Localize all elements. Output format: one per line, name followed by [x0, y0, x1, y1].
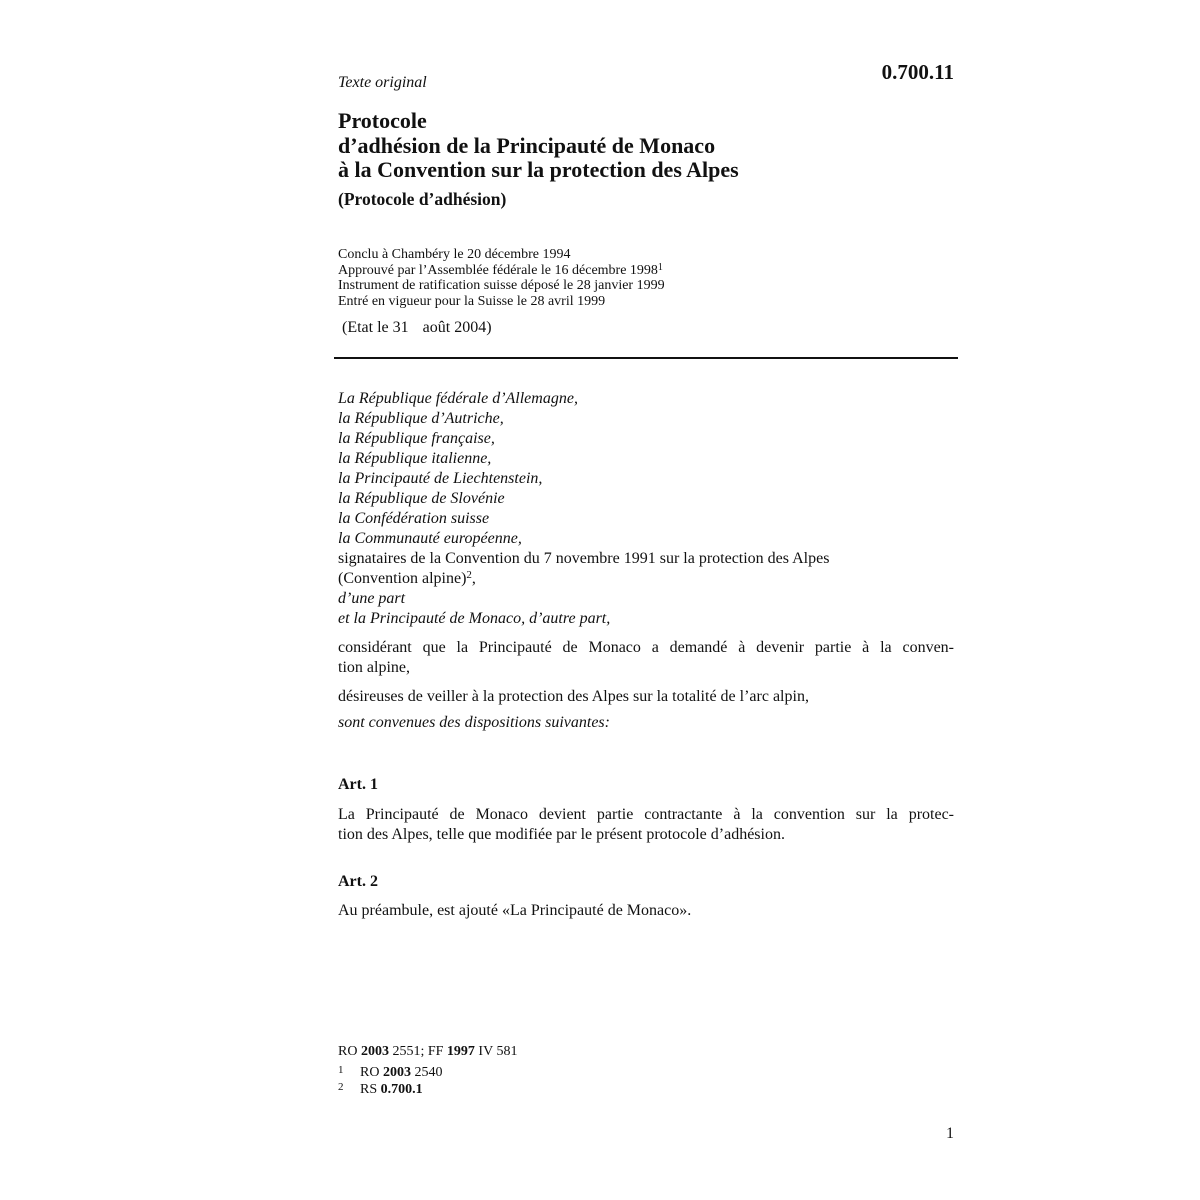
- short-title: (Protocole d’adhésion): [338, 189, 507, 209]
- desiring-paragraph: désireuses de veiller à la protection des Alpes sur la totalité de l’arc alpin,: [338, 688, 809, 705]
- party-item: la Principauté de Liechtenstein,: [338, 470, 543, 487]
- footnote-item: 2 RS 0.700.1: [338, 1081, 423, 1097]
- article-text: Au préambule, est ajouté «La Principauté de Monaco».: [338, 902, 692, 919]
- header-divider: [334, 357, 958, 359]
- party-item: la République de Slovénie: [338, 490, 505, 507]
- footnote-ref: 2: [466, 569, 472, 581]
- article-heading: Art. 2: [338, 873, 378, 890]
- one-part-text: d’une part: [338, 590, 406, 607]
- article-text: La Principauté de Monaco devient partie contractante à la convention sur la protec- tion des Alpes, telle que modifiée par le présent protocole d’adhésion.: [338, 806, 954, 843]
- convention-alpine-text: (Convention alpine)$^2$,: [338, 569, 476, 587]
- source-reference: RO 2003 2551; FF 1997 IV 581: [338, 1044, 518, 1059]
- party-item: la République d’Autriche,: [338, 410, 504, 427]
- footnote-ref: 1: [657, 261, 663, 273]
- footnotes: [338, 1044, 517, 1097]
- title-line: Protocole: [338, 108, 427, 133]
- page-number: 1: [946, 1125, 954, 1142]
- other-part-text: et la Principauté de Monaco, d’autre part,: [338, 610, 611, 627]
- party-item: la République italienne,: [338, 450, 492, 467]
- in-force-date: Entré en vigueur pour la Suisse le 28 avril 1999: [338, 293, 606, 309]
- treaty-metadata: [338, 247, 665, 309]
- concluded-date: Conclu à Chambéry le 20 décembre 1994: [338, 247, 571, 262]
- status-date: (Etat le 31 août 2004): [342, 319, 492, 336]
- agreed-paragraph: sont convenues des dispositions suivantes:: [338, 714, 610, 731]
- considering-paragraph: considérant que la Principauté de Monaco a demandé à devenir partie à la conven- tion alpine,: [338, 639, 954, 676]
- document-title: [338, 109, 739, 183]
- title-line: d’adhésion de la Principauté de Monaco: [338, 132, 716, 158]
- signatories-text: signataires de la Convention du 7 novembre 1991 sur la protection des Alpes: [338, 550, 830, 567]
- title-line: à la Convention sur la protection des Alpes: [338, 157, 739, 182]
- document-number: 0.700.11: [881, 60, 954, 84]
- approved-date: Approuvé par l’Assemblée fédérale le 16 décembre 1998$^1$: [338, 261, 663, 278]
- party-item: la Communauté européenne,: [338, 530, 522, 547]
- article-heading: Art. 1: [338, 776, 378, 793]
- ratification-date: Instrument de ratification suisse déposé le 28 janvier 1999: [338, 278, 665, 294]
- preamble-parties: [338, 389, 829, 629]
- original-text-label: Texte original: [338, 74, 427, 91]
- party-item: la République française,: [338, 430, 495, 447]
- party-item: la Confédération suisse: [338, 510, 490, 527]
- footnote-item: 1 RO 2003 2540: [338, 1064, 443, 1080]
- party-item: La République fédérale d’Allemagne,: [338, 390, 578, 407]
